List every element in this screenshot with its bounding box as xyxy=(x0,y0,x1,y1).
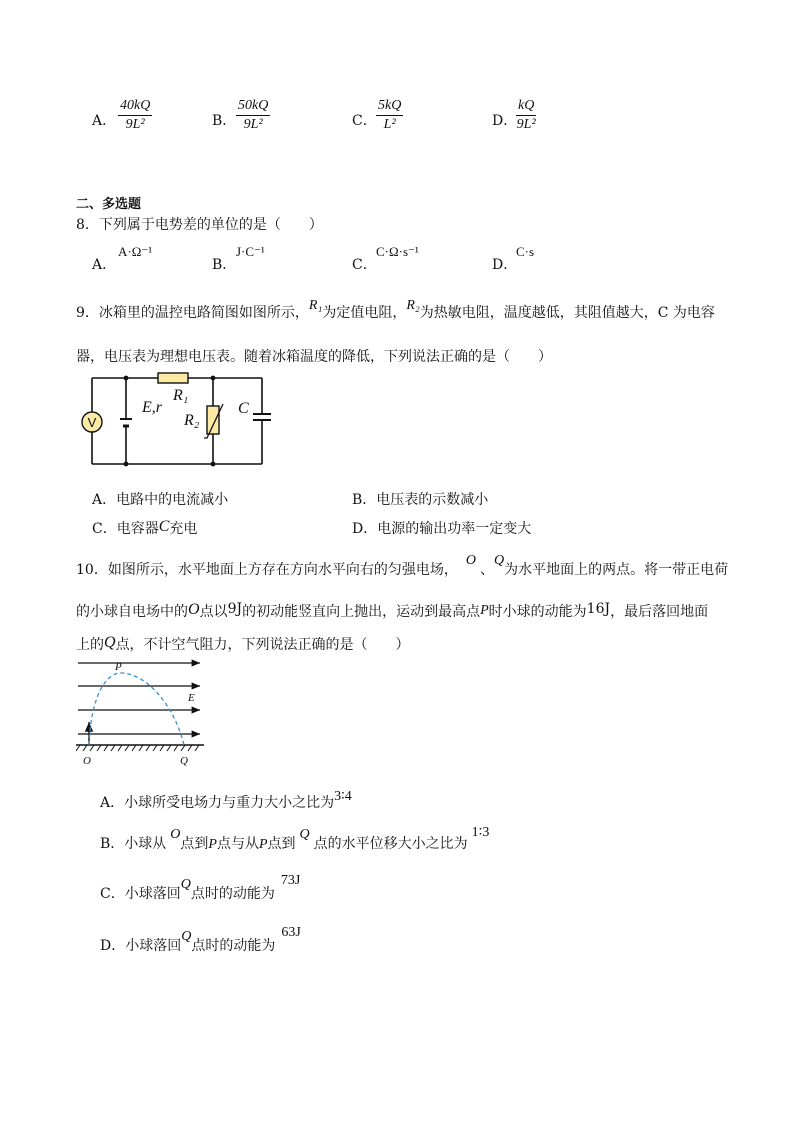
q10-p-symbol: P xyxy=(480,603,489,618)
q7-option-c-letter: C． xyxy=(352,113,377,129)
q10-text-3b: 点，不计空气阻力，下列说法正确的是（ ） xyxy=(115,637,410,653)
q9-text-c: 为热敏电阻，温度越低，其阻值越大，C 为电容 xyxy=(419,305,715,321)
q7-option-b-fraction xyxy=(236,98,270,133)
r2-label: R₂ xyxy=(184,412,200,429)
q10-option-b-value: 1∶3 xyxy=(471,825,490,840)
q9-text-b: 为定值电阻， xyxy=(322,305,407,321)
q8-option-c-letter: C． xyxy=(352,257,377,273)
q10-option-c-value: 73J xyxy=(280,873,301,888)
q10-option-d-letter: D． xyxy=(100,938,126,954)
q10-option-c-text-b: 点时的动能为 xyxy=(190,886,275,902)
q7-option-c-fraction xyxy=(376,98,403,133)
q9-option-b-text: 电压表的示数减小 xyxy=(376,492,489,508)
q9-option-c-letter: C． xyxy=(92,521,117,537)
q10-stem-line3 xyxy=(76,634,410,654)
q9-option-a xyxy=(92,489,228,509)
q10-text-3a: 上的 xyxy=(76,637,104,653)
point-o-label: O xyxy=(83,755,91,767)
q9-r2-symbol: R₂ xyxy=(406,298,420,313)
q9-circuit-diagram xyxy=(76,368,276,470)
q10-text-2a: 的小球自电场中的 xyxy=(76,604,188,620)
q10-option-b xyxy=(100,825,490,853)
q9-option-b xyxy=(352,489,488,509)
q9-option-a-text: 电路中的电流减小 xyxy=(116,492,229,508)
q10-option-d-text-b: 点时的动能为 xyxy=(191,938,276,954)
q7-option-c-denominator: L² xyxy=(383,117,396,132)
q10-option-a-value: 3∶4 xyxy=(334,789,352,804)
voltmeter-label: V xyxy=(87,415,97,430)
section-title: 二、多选题 xyxy=(76,197,142,212)
q10-option-b-text-c: 点与从 xyxy=(216,836,259,852)
q7-option-d-letter: D． xyxy=(492,113,518,129)
q8-option-b-letter: B． xyxy=(212,257,237,273)
q10-option-c xyxy=(100,873,301,903)
q8-option-b-value: J·C⁻¹ xyxy=(236,244,265,259)
q10-o-symbol: O xyxy=(465,553,476,568)
q7-option-b-letter: B． xyxy=(212,113,237,129)
r1-label: R₁ xyxy=(173,387,189,404)
q9-stem-line2: 器，电压表为理想电压表。随着冰箱温度的降低，下列说法正确的是（ ） xyxy=(76,349,552,365)
q10-option-d xyxy=(100,925,301,955)
q10-text-2e: ，最后落回地面 xyxy=(610,604,709,620)
q9-option-d-text: 电源的输出功率一定变大 xyxy=(377,521,532,537)
q10-field-diagram xyxy=(76,656,206,768)
q10-option-b-text-b: 点到 xyxy=(180,836,209,852)
point-p-label: P xyxy=(115,661,122,673)
q10-option-b-letter: B． xyxy=(100,836,125,852)
q10-option-d-q: Q xyxy=(181,929,192,944)
q10-top-energy: 16J xyxy=(586,601,611,617)
q10-option-d-value: 63J xyxy=(281,925,301,940)
q10-o-symbol-2: O xyxy=(188,601,200,618)
r2-thermistor xyxy=(207,406,219,434)
q9-option-c-text-b: 充电 xyxy=(169,521,198,537)
q9-option-a-letter: A． xyxy=(92,492,117,508)
q10-stem-line1 xyxy=(76,553,729,579)
q10-initial-energy: 9J xyxy=(227,601,243,617)
q7-option-a-letter: A． xyxy=(92,113,117,129)
ground-hatching xyxy=(76,745,199,751)
q10-text-2c: 的初动能竖直向上抛出，运动到最高点 xyxy=(242,604,481,620)
q10-option-a xyxy=(100,789,352,812)
q10-option-b-o: O xyxy=(170,827,181,842)
q10-option-b-p: P xyxy=(208,837,217,852)
q7-option-b-denominator: 9L² xyxy=(243,117,263,132)
q8-option-a-value: A·Ω⁻¹ xyxy=(118,244,153,259)
point-q-label: Q xyxy=(180,755,188,767)
q7-option-a-fraction xyxy=(118,98,152,133)
q9-stem-line1 xyxy=(76,298,715,322)
q7-option-b-numerator: 50kQ xyxy=(236,98,270,116)
source-label: E,r xyxy=(142,399,162,416)
q10-option-b-text-d: 点到 xyxy=(267,836,296,852)
q8-option-d-letter: D． xyxy=(492,257,518,273)
q8-option-a-letter: A． xyxy=(92,257,117,273)
q10-option-a-letter: A． xyxy=(100,795,125,811)
q8-option-c-value: C·Ω·s⁻¹ xyxy=(376,244,419,259)
q9-text-a: 9．冰箱里的温控电路简图如图所示， xyxy=(76,305,309,321)
q10-text-2d: 时小球的动能为 xyxy=(488,604,587,620)
q7-option-d-denominator: 9L² xyxy=(516,117,536,132)
q9-option-c xyxy=(92,518,197,538)
q10-option-c-letter: C． xyxy=(100,886,125,902)
q7-option-c-numerator: 5kQ xyxy=(376,98,403,116)
q10-stem-line2 xyxy=(76,601,708,621)
q7-option-a-denominator: 9L² xyxy=(125,117,145,132)
q10-option-b-text-a: 小球从 xyxy=(124,836,167,852)
q10-option-b-text-e: 点的水平位移大小之比为 xyxy=(313,836,468,852)
q10-q-symbol-2: Q xyxy=(104,634,116,651)
q7-option-d-fraction xyxy=(516,98,536,133)
q10-option-b-q: Q xyxy=(299,827,310,842)
field-e-label: E xyxy=(188,692,195,704)
q8-stem: 8．下列属于电势差的单位的是（ ） xyxy=(76,217,323,233)
q10-q-symbol: Q xyxy=(493,553,505,568)
q9-option-c-symbol: C xyxy=(158,518,170,535)
q10-separator: 、 xyxy=(479,562,494,578)
q10-text-1a: 10．如图所示，水平地面上方存在方向水平向右的匀强电场， xyxy=(76,562,458,578)
q10-option-b-p2: P xyxy=(258,837,268,852)
q10-option-a-text: 小球所受电场力与重力大小之比为 xyxy=(124,795,335,811)
q10-option-c-q: Q xyxy=(180,877,191,892)
q9-option-b-letter: B． xyxy=(352,492,377,508)
q7-option-d-numerator: kQ xyxy=(516,98,536,116)
q9-r1-symbol: R₁ xyxy=(308,298,323,313)
q10-text-2b: 点以 xyxy=(199,604,228,620)
r1-resistor xyxy=(158,373,188,383)
q9-option-d-letter: D． xyxy=(352,521,378,537)
q9-option-c-text-a: 电容器 xyxy=(116,521,159,537)
q10-option-d-text-a: 小球落回 xyxy=(125,938,182,954)
q8-option-d-value: C·s xyxy=(516,244,535,259)
q7-option-a-numerator: 40kQ xyxy=(118,98,152,116)
q9-option-d xyxy=(352,518,531,538)
q10-option-c-text-a: 小球落回 xyxy=(124,886,181,902)
capacitor-label: C xyxy=(238,400,249,417)
q10-text-1b: 为水平地面上的两点。将一带正电荷 xyxy=(504,562,729,578)
